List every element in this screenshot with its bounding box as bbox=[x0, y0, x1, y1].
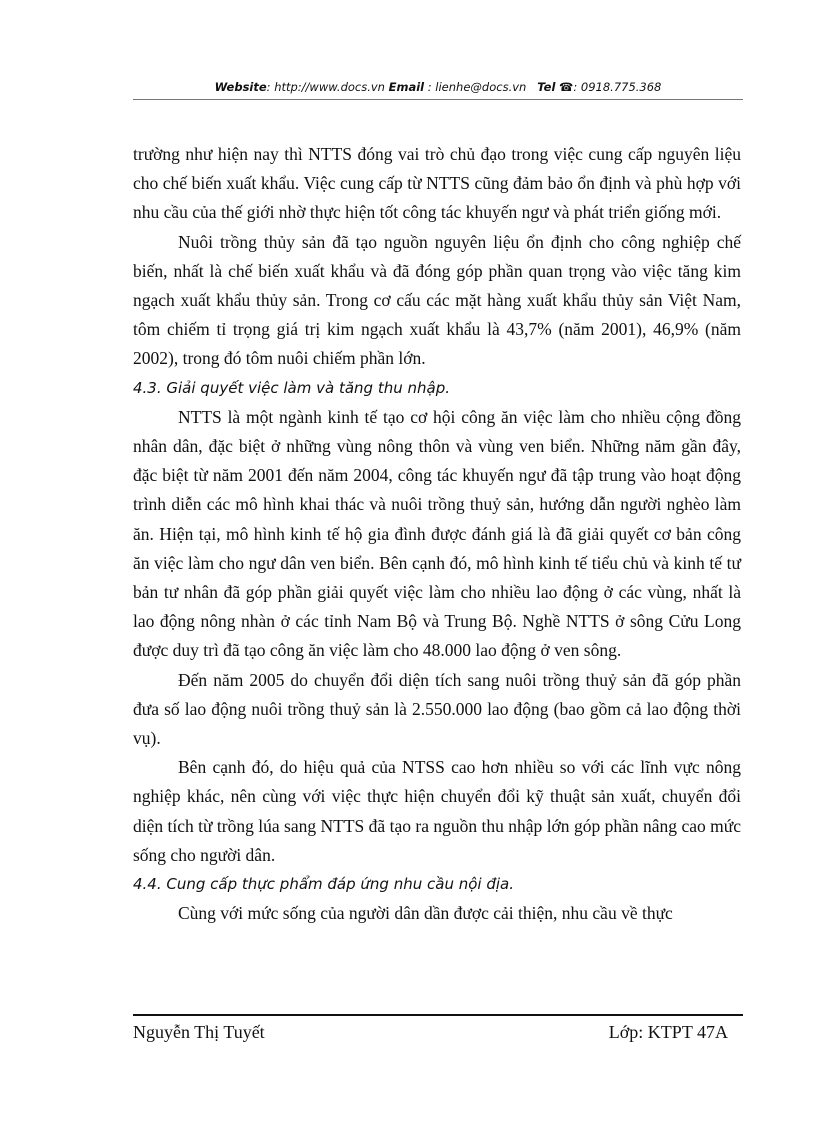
page-header bbox=[133, 80, 743, 94]
website-label: Website bbox=[214, 80, 267, 94]
website-value: : http://www.docs.vn bbox=[266, 80, 385, 94]
footer-class: Lớp: KTPT 47A bbox=[608, 1022, 728, 1042]
section-heading-4-3: 4.3. Giải quyết việc làm và tăng thu nhập. bbox=[133, 378, 450, 397]
paragraph-5: Bên cạnh đó, do hiệu quả của NTSS cao hơn nhiều so với các lĩnh vực nông nghiệp khác, nên cùng với việc thực hiện chuyển đổi kỹ thuật sản xuất, chuyển đổi diện tích từ trồng lúa sang NTTS đã tạo ra nguồn thu nhập lớn góp phần nâng cao mức sống cho người dân. bbox=[133, 757, 741, 865]
header-divider bbox=[133, 99, 743, 100]
document-body bbox=[133, 140, 741, 928]
email-value: : lienhe@docs.vn bbox=[424, 80, 527, 94]
footer-divider bbox=[133, 1014, 743, 1016]
footer-author: Nguyễn Thị Tuyết bbox=[133, 1022, 265, 1042]
tel-value: ☎: 0918.775.368 bbox=[559, 80, 662, 94]
section-heading-4-4: 4.4. Cung cấp thực phẩm đáp ứng nhu cầu nội địa. bbox=[133, 875, 514, 894]
paragraph-4: Đến năm 2005 do chuyển đổi diện tích sang nuôi trồng thuỷ sản đã góp phần đưa số lao động nuôi trồng thuỷ sản là 2.550.000 lao động (bao gồm cả lao động thời vụ). bbox=[133, 669, 741, 749]
paragraph-3: NTTS là một ngành kinh tế tạo cơ hội công ăn việc làm cho nhiều cộng đồng nhân dân, đặc biệt ở những vùng nông thôn và vùng ven biển. Những năm gần đây, đặc biệt từ năm 2001 đến năm 2004, công tác khuyến ngư đã tập trung vào hoạt động trình diễn các mô hình khai thác và nuôi trồng thuỷ sản, hướng dẫn người nghèo làm ăn. Hiện tại, mô hình kinh tế hộ gia đình được đánh giá là đã giải quyết cơ bản công ăn việc làm cho ngư dân ven biển. Bên cạnh đó, mô hình kinh tế tiểu chủ và kinh tế tư bản tư nhân đã góp phần giải quyết việc làm cho nhiều lao động ở các vùng, nhất là lao động nông nhàn ở các tỉnh Nam Bộ và Trung Bộ. Nghề NTTS ở sông Cửu Long được duy trì đã tạo công ăn việc làm cho 48.000 lao động ở ven sông. bbox=[133, 406, 741, 661]
tel-label: Tel bbox=[537, 80, 556, 94]
paragraph-1: trường như hiện nay thì NTTS đóng vai trò chủ đạo trong việc cung cấp nguyên liệu cho chế biến xuất khẩu. Việc cung cấp từ NTTS cũng đảm bảo ổn định và phù hợp với nhu cầu của thế giới nhờ thực hiện tốt công tác khuyến ngư và phát triển giống mới. bbox=[133, 144, 741, 223]
paragraph-6: Cùng với mức sống của người dân dần được cải thiện, nhu cầu về thực bbox=[178, 903, 673, 924]
paragraph-2: Nuôi trồng thủy sản đã tạo nguồn nguyên liệu ổn định cho công nghiệp chế biến, nhất là chế biến xuất khẩu và đã đóng góp phần quan trọng vào việc tăng kim ngạch xuất khẩu thủy sản. Trong cơ cấu các mặt hàng xuất khẩu thủy sản Việt Nam, tôm chiếm tỉ trọng giá trị kim ngạch xuất khẩu là 43,7% (năm 2001), 46,9% (năm 2002), trong đó tôm nuôi chiếm phần lớn. bbox=[133, 231, 741, 369]
email-label: Email bbox=[388, 80, 425, 94]
